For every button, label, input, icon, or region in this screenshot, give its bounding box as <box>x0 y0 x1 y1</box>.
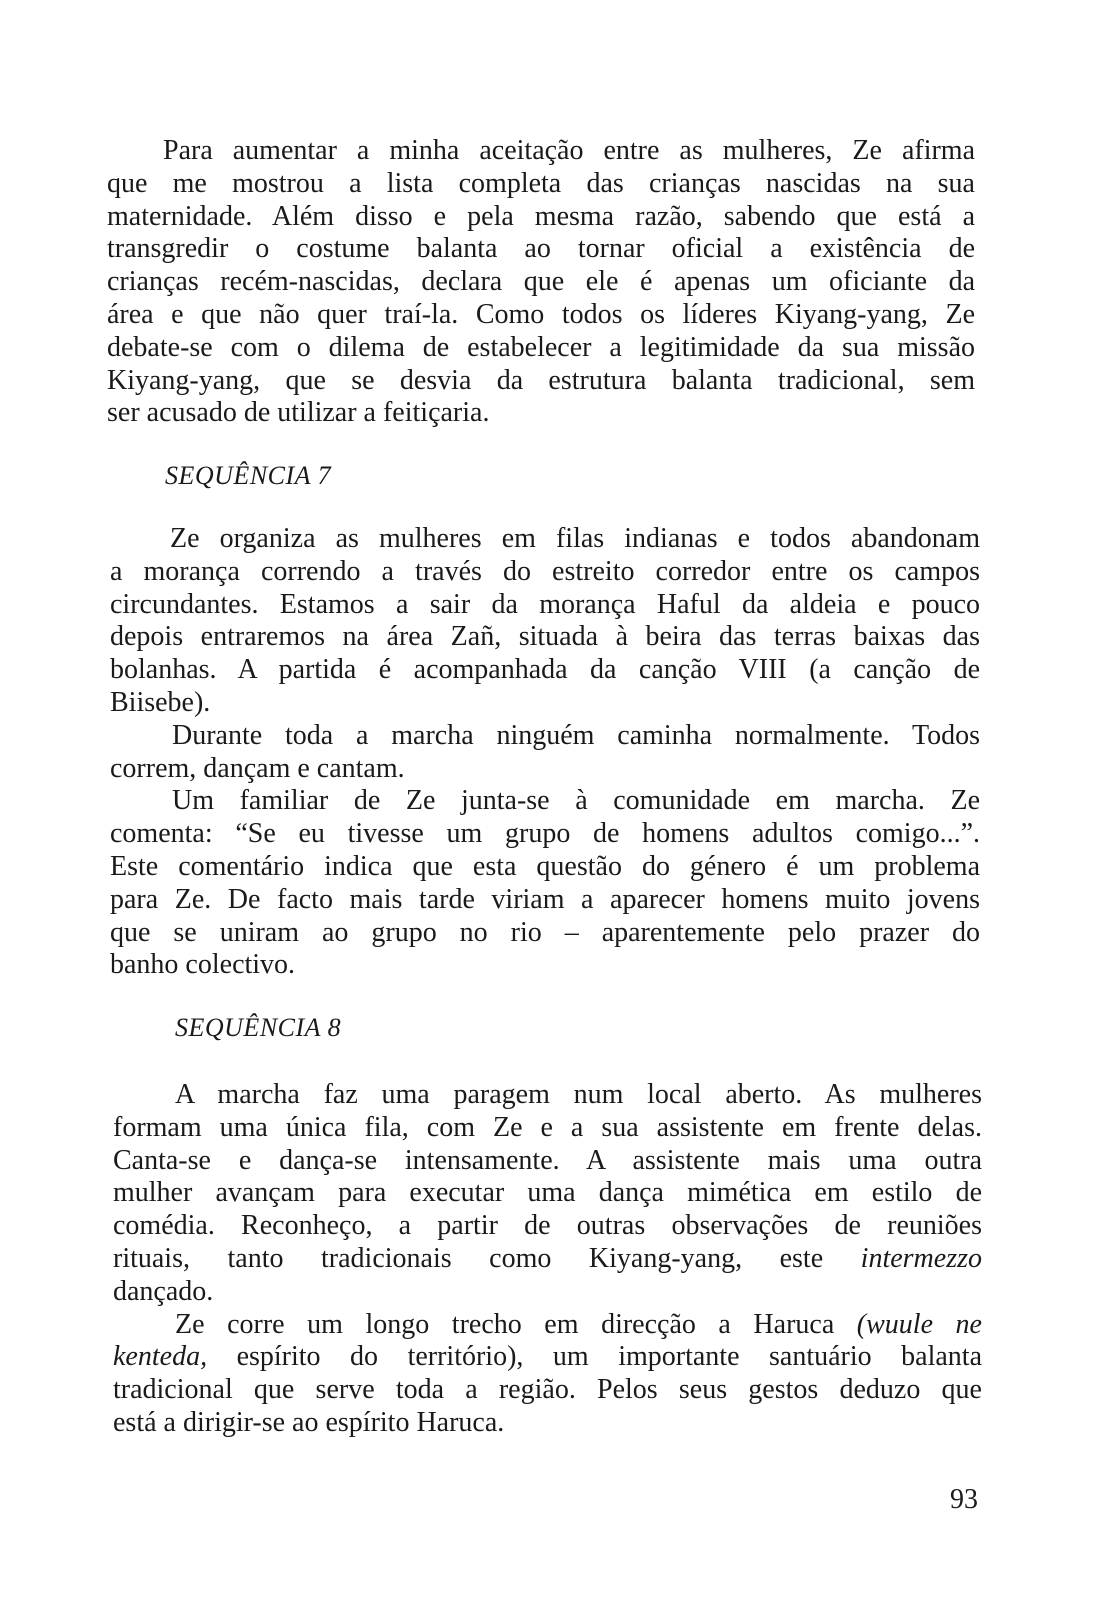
text-line: tradicional que serve toda a região. Pelos seus gestos deduzo que <box>113 1374 982 1406</box>
text-line: bolanhas. A partida é acompanhada da canção VIII (a canção de <box>110 654 980 686</box>
text-segment: Ze corre um longo trecho em direcção a Haruca <box>175 1308 857 1340</box>
text-line <box>175 1309 982 1341</box>
text-line: Biisebe). <box>110 687 211 718</box>
text-line: comédia. Reconheço, a partir de outras observações de reuniões <box>113 1210 982 1242</box>
text-line: circundantes. Estamos a sair da morança Haful da aldeia e pouco <box>110 588 980 620</box>
text-line: comenta: “Se eu tivesse um grupo de homens adultos comigo...”. <box>110 818 980 850</box>
italic-text: kenteda, <box>113 1341 208 1373</box>
text-line: depois entraremos na área Zañ, situada à beira das terras baixas das <box>110 621 980 653</box>
text-line: Canta-se e dança-se intensamente. A assistente mais uma outra <box>113 1144 982 1176</box>
text-line: está a dirigir-se ao espírito Haruca. <box>113 1407 505 1438</box>
text-line: mulher avançam para executar uma dança mimética em estilo de <box>113 1177 982 1209</box>
italic-text: (wuule ne <box>856 1308 982 1340</box>
text-line: dançado. <box>113 1275 214 1307</box>
section-heading: SEQUÊNCIA 8 <box>175 1013 342 1042</box>
text-line: a morança correndo a través do estreito corredor entre os campos <box>110 555 980 587</box>
text-segment: espírito do território), um importante santuário balanta <box>207 1341 982 1373</box>
text-line <box>113 1243 982 1275</box>
text-line: crianças recém-nascidas, declara que ele é apenas um oficiante da <box>107 266 975 298</box>
text-line: formam uma única fila, com Ze e a sua assistente em frente delas. <box>113 1111 982 1143</box>
text-line: Este comentário indica que esta questão do género é um problema <box>110 851 980 882</box>
text-line: correm, dançam e cantam. <box>110 752 405 784</box>
text-line: ser acusado de utilizar a feitiçaria. <box>107 397 490 429</box>
text-line: banho colectivo. <box>110 949 296 981</box>
text-line: área e que não quer traí-la. Como todos os líderes Kiyang-yang, Ze <box>107 299 975 330</box>
section-heading: SEQUÊNCIA 7 <box>165 461 332 490</box>
text-line: transgredir o costume balanta ao tornar oficial a existência de <box>107 233 975 265</box>
text-line: Ze organiza as mulheres em filas indianas e todos abandonam <box>170 523 980 554</box>
text-line: que me mostrou a lista completa das crianças nascidas na sua <box>107 167 975 199</box>
text-line <box>113 1341 982 1373</box>
text-line: Um familiar de Ze junta-se à comunidade em marcha. Ze <box>172 785 980 817</box>
text-line: Para aumentar a minha aceitação entre as mulheres, Ze afirma <box>163 135 975 166</box>
text-line: debate-se com o dilema de estabelecer a legitimidade da sua missão <box>107 331 975 363</box>
text-line: para Ze. De facto mais tarde viriam a aparecer homens muito jovens <box>110 883 980 915</box>
text-line: Kiyang-yang, que se desvia da estrutura balanta tradicional, sem <box>107 364 975 396</box>
text-line: que se uniram ao grupo no rio – aparentemente pelo prazer do <box>110 916 980 948</box>
text-line: A marcha faz uma paragem num local aberto. As mulheres <box>175 1079 982 1110</box>
text-segment: rituais, tanto tradicionais como Kiyang-yang, este <box>113 1243 861 1274</box>
text-line: Durante toda a marcha ninguém caminha normalmente. Todos <box>172 719 980 751</box>
page-number: 93 <box>950 1484 978 1515</box>
italic-text: intermezzo <box>860 1243 982 1274</box>
text-line: maternidade. Além disso e pela mesma razão, sabendo que está a <box>107 200 975 232</box>
